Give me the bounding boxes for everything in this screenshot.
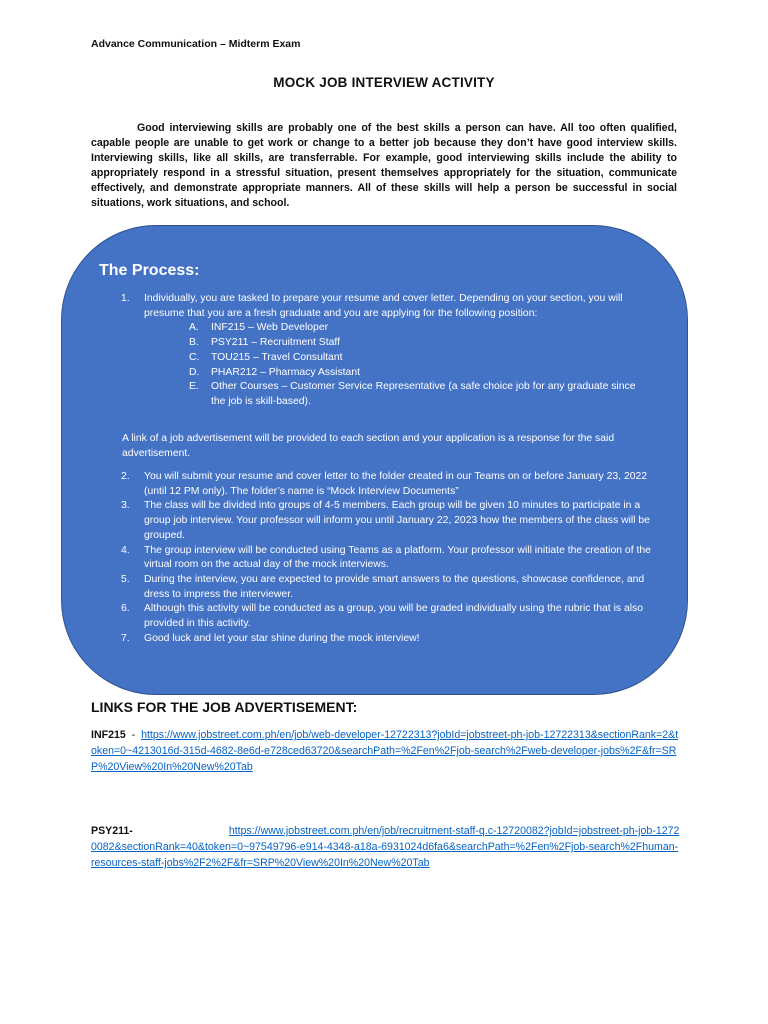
step-text: The group interview will be conducted using Teams as a platform. Your professor will initiate the creation of the virtual room on the actual day of the mock interviews. <box>144 544 651 571</box>
step-number: 4. <box>121 544 130 556</box>
process-list-first <box>119 292 649 410</box>
step-text: During the interview, you are expected to provide smart answers to the questions, showcase confidence, and dress to impress the interviewer. <box>144 573 645 600</box>
process-step <box>119 499 654 543</box>
process-step <box>119 602 654 631</box>
document-header: Advance Communication – Midterm Exam <box>91 38 301 50</box>
position-text: TOU215 – Travel Consultant <box>211 351 343 363</box>
step-text: You will submit your resume and cover letter to the folder created in our Teams on or before January 23, 2022 (until 12 PM only). The folder’s name is “Mock Interview Documents” <box>144 471 648 497</box>
position-item <box>189 321 649 336</box>
process-box <box>61 225 688 695</box>
process-title: The Process: <box>99 262 200 279</box>
position-letter: E. <box>189 381 199 393</box>
position-text: Other Courses – Customer Service Representative (a safe choice job for any graduate since the job is skill-based). <box>211 381 636 407</box>
position-item <box>189 366 649 381</box>
process-step <box>119 573 654 602</box>
position-item <box>189 336 649 351</box>
position-letter: C. <box>189 351 200 363</box>
positions-list <box>144 321 649 409</box>
step-number: 1. <box>121 293 130 304</box>
position-letter: A. <box>189 322 199 334</box>
position-text: PSY211 – Recruitment Staff <box>211 337 340 349</box>
step-number: 5. <box>121 573 130 585</box>
link-separator: - <box>125 729 142 741</box>
step-number: 3. <box>121 500 130 512</box>
document-title: MOCK JOB INTERVIEW ACTIVITY <box>273 75 495 90</box>
process-step <box>119 632 654 647</box>
step-number: 2. <box>121 471 130 482</box>
step-text: Individually, you are tasked to prepare your resume and cover letter. Depending on your section, you will presume that you are a fresh graduate and you are applying for the following position: <box>144 293 623 319</box>
psy211-link-block <box>91 823 681 871</box>
process-step-1 <box>119 292 649 410</box>
process-list-rest <box>119 470 654 646</box>
position-item <box>189 380 649 409</box>
position-text: PHAR212 – Pharmacy Assistant <box>211 366 360 378</box>
step-number: 7. <box>121 632 130 644</box>
psy211-job-link[interactable]: https://www.jobstreet.com.ph/en/job/recruitment-staff-q.c-12720082?jobId=jobstreet-ph-job-12720082&sectionRank=40&token=0~97549796-e914-4348-a18a-6931024d6fa6&searchPath=%2Fen%2Fjob-search%2Fhuman-resources-staff-jobs%2F2%2F&fr=SRP%20View%20In%20New%20Tab <box>91 825 680 869</box>
process-step <box>119 544 654 573</box>
step-text: Good luck and let your star shine during the mock interview! <box>144 632 420 644</box>
link-note: A link of a job advertisement will be provided to each section and your application is a response for the said advertisement. <box>122 433 615 459</box>
position-letter: D. <box>189 366 200 378</box>
inf215-job-link[interactable]: https://www.jobstreet.com.ph/en/job/web-developer-12722313?jobId=jobstreet-ph-job-12722313&sectionRank=2&token=0~4213016d-315d-4682-8e6d-e728ced63720&searchPath=%2Fen%2Fjob-search%2Fweb-developer-jobs%2F&fr=SRP%20View%20In%20New%20Tab <box>91 729 679 773</box>
inf215-label: INF215 <box>91 729 126 741</box>
process-step <box>119 470 654 499</box>
intro-paragraph: Good interviewing skills are probably one of the best skills a person can have. All too often qualified, capable people are unable to get work or change to a better job because they don’t have good interview skills. Interviewing skills, like all skills, are transferrable. For example, good interviewing skills include the ability to appropriately respond in a stressful situation, present themselves appropriately for the situation, communicate effectively, and demonstrate appropriate manners. All of these skills will help a person be successful in social situations, work situations, and school. <box>91 122 677 210</box>
step-text: Although this activity will be conducted as a group, you will be graded individually using the rubric that is also provided in this activity. <box>144 603 644 630</box>
links-heading: LINKS FOR THE JOB ADVERTISEMENT: <box>91 699 358 715</box>
inf215-link-block <box>91 727 681 775</box>
psy211-label: PSY211- <box>91 825 133 837</box>
step-number: 6. <box>121 603 130 615</box>
position-text: INF215 – Web Developer <box>211 322 329 334</box>
step-text: The class will be divided into groups of 4-5 members. Each group will be given 10 minutes to participate in a group job interview. Your professor will inform you until January 22, 2023 how the members of the class will be grouped. <box>144 500 650 541</box>
position-item <box>189 351 649 366</box>
position-letter: B. <box>189 337 199 349</box>
